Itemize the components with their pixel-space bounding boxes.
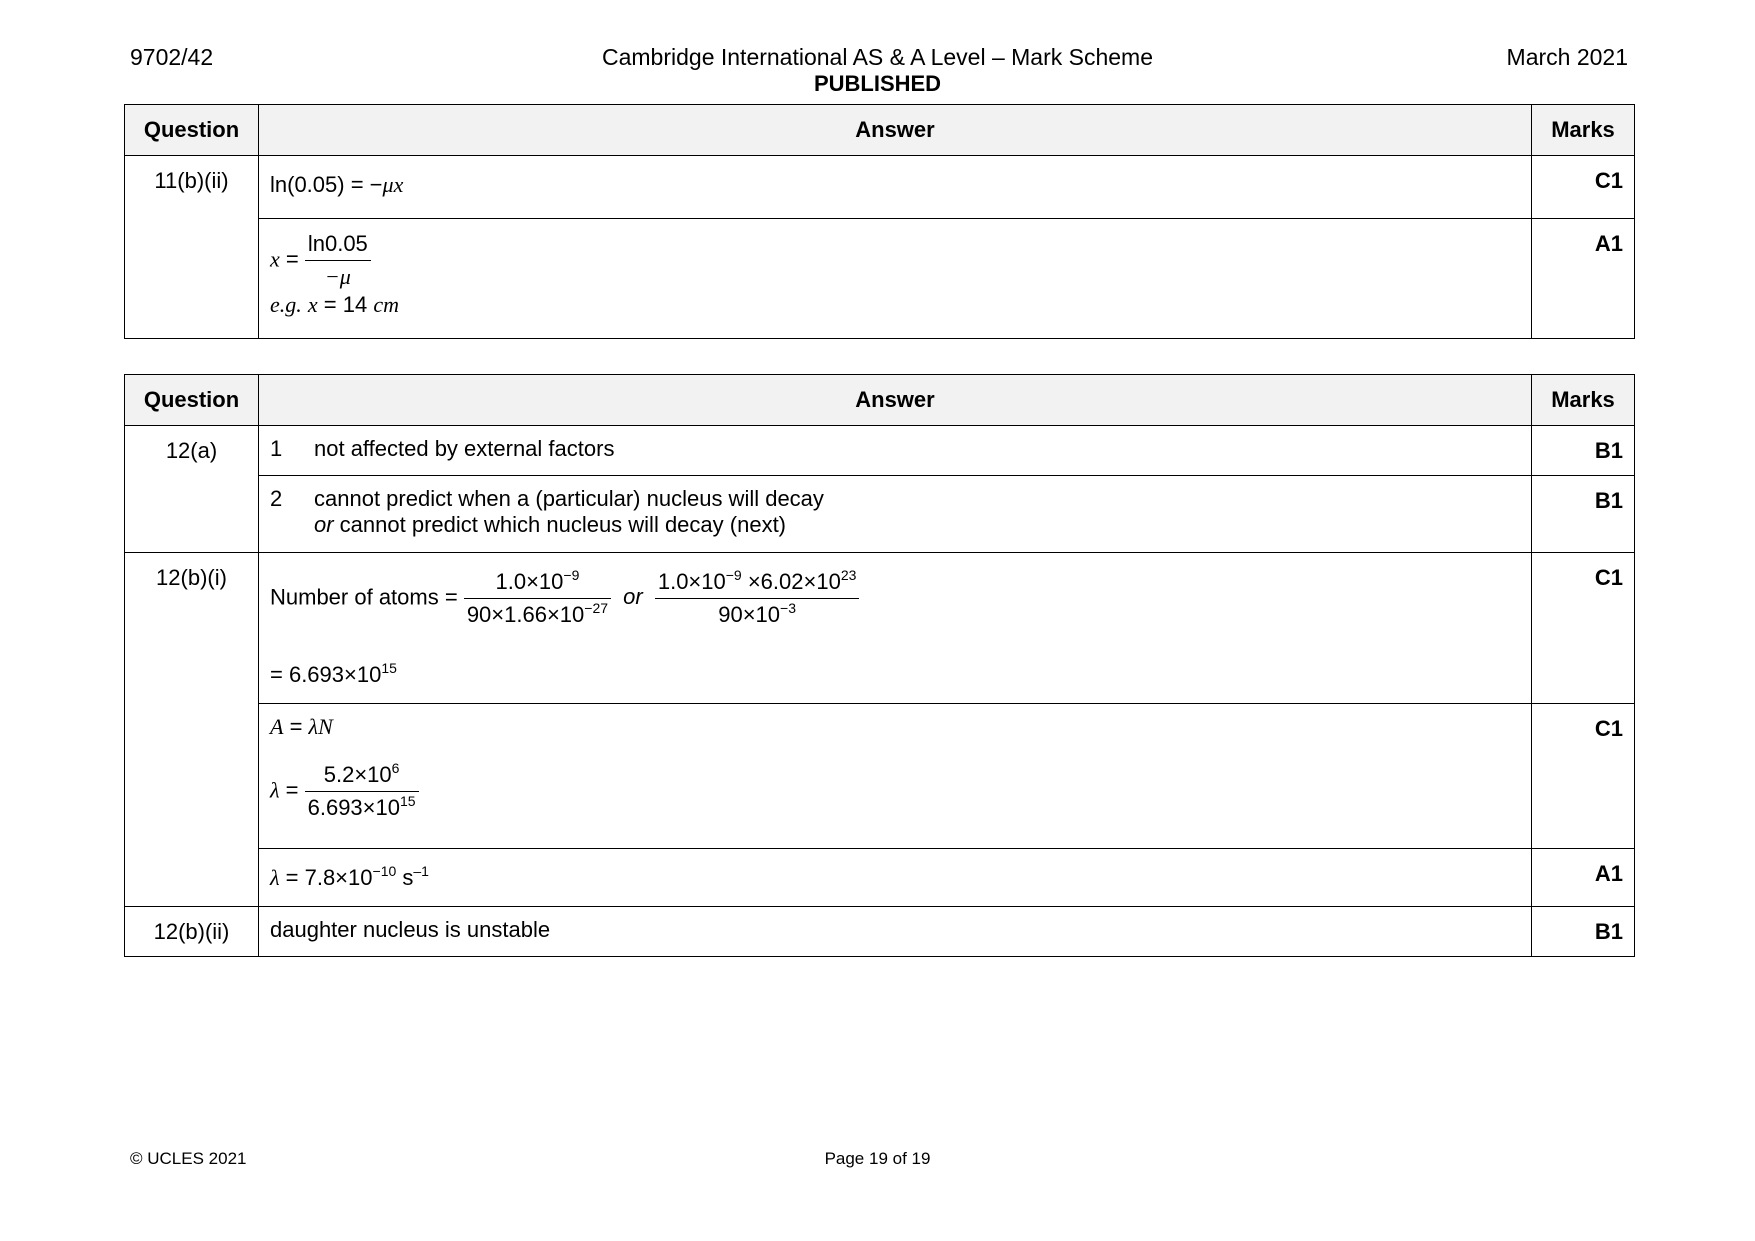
marks-header: Marks xyxy=(1532,375,1635,426)
table-row xyxy=(125,907,1635,957)
example-value: = 14 xyxy=(317,292,368,317)
question-number: 12(a) xyxy=(125,426,259,553)
ln-text: ln xyxy=(270,172,288,197)
marks-header: Marks xyxy=(1532,105,1635,156)
exam-date: March 2021 xyxy=(1506,44,1628,70)
answer-cell xyxy=(259,476,1532,553)
table-row xyxy=(125,553,1635,704)
question-header: Question xyxy=(125,375,259,426)
mark-scheme-table-12 xyxy=(124,374,1635,957)
answer-cell xyxy=(259,426,1532,476)
published-label: PUBLISHED xyxy=(813,71,942,96)
table-row xyxy=(125,156,1635,219)
mark-code: C1 xyxy=(1532,553,1635,704)
table-row xyxy=(125,849,1635,907)
equals-minus: = − xyxy=(344,172,383,197)
mark-code: A1 xyxy=(1532,219,1635,339)
answer-cell xyxy=(259,219,1532,339)
mark-scheme-table-11 xyxy=(124,104,1635,339)
table-row xyxy=(125,704,1635,849)
or-text: or xyxy=(314,512,334,537)
mark-code: C1 xyxy=(1532,156,1635,219)
mu-symbol: μ xyxy=(382,172,394,197)
atoms-result: = $6.693\times 10^{15}$ xyxy=(270,660,397,687)
table-row xyxy=(125,426,1635,476)
paper-code: 9702/42 xyxy=(130,44,214,70)
answer-alternative: cannot predict which nucleus will decay (next) xyxy=(333,512,787,537)
document-title: Cambridge International AS & A Level – Mark Scheme xyxy=(601,44,1154,70)
answer-cell: daughter nucleus is unstable xyxy=(259,907,1532,957)
fraction-denominator: $90\times 1.66\times 10^{-27}$ xyxy=(466,600,609,627)
fraction-numerator: $5.2\times 10^6$ xyxy=(305,762,419,792)
answer-text: not affected by external factors xyxy=(314,436,615,461)
or-text: or xyxy=(623,584,643,610)
unit-cm: cm xyxy=(373,292,399,317)
page-number: Page 19 of 19 xyxy=(824,1149,931,1168)
x-variable: x xyxy=(307,292,318,317)
answer-header: Answer xyxy=(259,375,1532,426)
answer-cell xyxy=(259,156,1532,219)
mark-code: B1 xyxy=(1532,476,1635,553)
question-number: 12(b)(i) xyxy=(125,553,259,907)
fraction-numerator: $1.0\times 10^{-9} \times 6.02\times 10^{23}$ xyxy=(655,569,860,599)
lambda-fraction: λ = $\frac{5.2\times 10^6}{6.693\times 10^{15}}$ xyxy=(270,762,1520,821)
fraction-numerator: $1.0\times 10^{-9}$ xyxy=(464,569,611,599)
fraction-denominator: $6.693\times 10^{15}$ xyxy=(307,793,416,820)
fraction-denominator: −μ xyxy=(324,264,351,289)
answer-text: cannot predict when a (particular) nucleus will decay xyxy=(314,486,824,511)
fraction xyxy=(305,231,371,290)
mark-code: B1 xyxy=(1532,907,1635,957)
answer-cell: $\lambda = 7.8\times 10^{-10}$ $s^{-1}$ xyxy=(259,849,1532,907)
fraction xyxy=(305,762,419,821)
table-row xyxy=(125,476,1635,553)
table-row xyxy=(125,219,1635,339)
eg-text: e.g. xyxy=(270,292,302,317)
mark-code: B1 xyxy=(1532,426,1635,476)
equals-sign: = xyxy=(279,246,305,272)
mark-code: A1 xyxy=(1532,849,1635,907)
answer-cell xyxy=(259,704,1532,849)
item-number: 1 xyxy=(270,436,283,461)
ln-argument: (0.05) xyxy=(287,172,345,197)
answer-cell xyxy=(259,553,1532,704)
x-formula xyxy=(270,231,1520,290)
fraction-numerator: ln0.05 xyxy=(305,231,371,261)
activity-equation: A = λN xyxy=(270,714,333,739)
copyright: © UCLES 2021 xyxy=(130,1149,247,1168)
item-number: 2 xyxy=(270,486,283,511)
table-header-row xyxy=(125,105,1635,156)
table-header-row xyxy=(125,375,1635,426)
example-line xyxy=(270,292,1520,318)
number-of-atoms-label: Number of atoms = xyxy=(270,584,464,610)
fraction xyxy=(655,569,860,628)
x-variable: x xyxy=(270,246,280,272)
answer-header: Answer xyxy=(259,105,1532,156)
fraction-denominator: $90\times 10^{-3}$ xyxy=(718,600,796,627)
x-variable: x xyxy=(393,172,404,197)
question-header: Question xyxy=(125,105,259,156)
question-number: 11(b)(ii) xyxy=(125,156,259,339)
mark-code: C1 xyxy=(1532,704,1635,849)
fraction xyxy=(464,569,611,628)
question-number: 12(b)(ii) xyxy=(125,907,259,957)
atoms-formula xyxy=(270,569,1520,628)
